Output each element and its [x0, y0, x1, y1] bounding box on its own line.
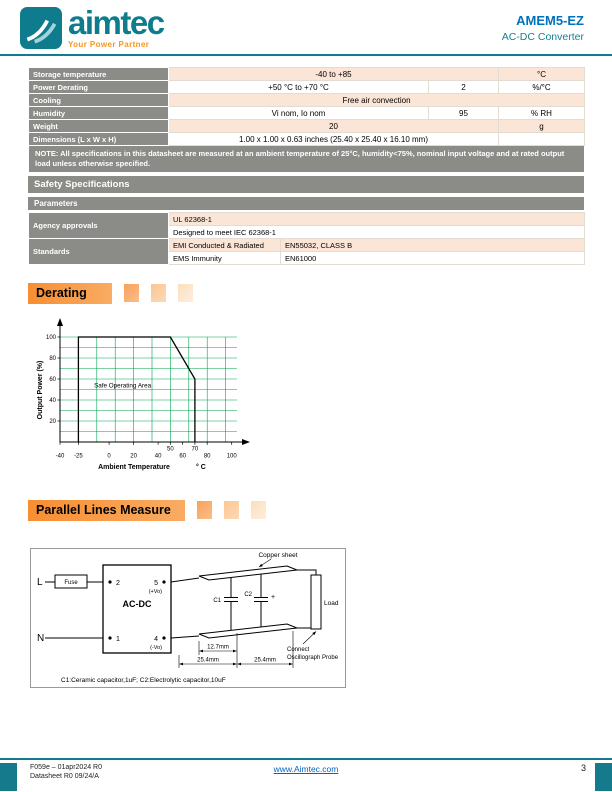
safe-operating-area-label: Safe Operating Area: [94, 382, 152, 390]
wire: [171, 636, 199, 638]
logo-tagline: Your Power Partner: [68, 40, 150, 49]
c1-label: C1: [213, 598, 221, 604]
product-type: AC-DC Converter: [501, 31, 584, 43]
aimtec-logo: [20, 4, 164, 49]
spec-label: Dimensions (L x W x H): [29, 133, 169, 146]
parameters-header: Parameters: [28, 197, 584, 210]
logo-wordmark: aimtec: [68, 4, 164, 41]
spec-label: Cooling: [29, 94, 169, 107]
x-axis-unit: ° C: [196, 464, 206, 471]
spec-value: 20: [169, 120, 499, 133]
table-row: [29, 81, 585, 94]
decorative-square: [124, 284, 139, 302]
table-row: [29, 146, 585, 173]
safety-value: UL 62368-1: [169, 213, 585, 226]
derating-section-title: [28, 283, 193, 304]
decorative-square: [197, 501, 212, 519]
spec-label: Weight: [29, 120, 169, 133]
spec-unit: %/°C: [499, 81, 585, 94]
page-number: 3: [580, 763, 586, 773]
y-tick-label: 80: [49, 356, 56, 363]
safety-standard-value: EN55032, CLASS B: [281, 239, 585, 252]
specifications-table: [28, 67, 585, 173]
footer-divider: [0, 758, 612, 760]
spec-unit: % RH: [499, 107, 585, 120]
copper-sheet-top: [199, 566, 297, 580]
parallel-section-title: [28, 500, 266, 521]
safety-value: Designed to meet IEC 62368-1: [169, 226, 585, 239]
pin1-dot: [108, 636, 111, 639]
y-tick-label: 40: [49, 398, 56, 405]
copper-sheet-bottom: [199, 624, 297, 638]
diagram-caption: C1:Ceramic capacitor,1uF; C2:Electrolytic capacitor,10uF: [61, 677, 226, 684]
pin4-sub-label: (-Vo): [150, 645, 162, 651]
table-row: [29, 120, 585, 133]
pin5-label: 5: [154, 580, 158, 587]
wire: [297, 570, 316, 575]
fuse-label: Fuse: [64, 580, 78, 586]
spec-label: Humidity: [29, 107, 169, 120]
pin2-label: 2: [116, 580, 120, 587]
line-input-label: L: [37, 577, 43, 588]
y-axis-title: Output Power (%): [37, 360, 44, 420]
pin1-label: 1: [116, 636, 120, 643]
derating-title-label: Derating: [28, 283, 112, 304]
safety-standard-name: EMS Immunity: [169, 252, 281, 265]
x-tick-label: 50: [167, 446, 174, 453]
table-row: [29, 239, 585, 252]
c2-polarity: +: [271, 594, 276, 601]
spec-value: Vi nom, Io nom: [169, 107, 429, 120]
load-symbol: [311, 575, 321, 629]
pin5-dot: [162, 580, 165, 583]
pin5-sub-label: (+Vo): [148, 589, 162, 595]
right-dimension: 25.4mm: [254, 657, 276, 664]
converter-block: [103, 565, 171, 653]
spec-value: +50 °C to +70 °C: [169, 81, 429, 94]
x-tick-label: 70: [191, 446, 199, 453]
logo-text-block: [68, 4, 164, 49]
probe-label-line2: Oscillograph Probe: [287, 655, 339, 661]
decorative-square: [251, 501, 266, 519]
x-tick-label: -40: [55, 453, 65, 460]
spec-unit-empty: [499, 133, 585, 146]
website-link[interactable]: www.Aimtec.com: [273, 764, 339, 774]
pin4-dot: [162, 636, 165, 639]
x-tick-label: -25: [74, 453, 83, 460]
safety-label: Standards: [29, 239, 169, 265]
pin4-label: 4: [154, 636, 158, 643]
probe-label-line1: Connect: [287, 647, 310, 653]
table-row: [29, 213, 585, 226]
y-tick-label: 100: [45, 335, 56, 342]
derating-chart: [34, 310, 264, 474]
spec-value2: 95: [429, 107, 499, 120]
gap-dimension: 12.7mm: [207, 644, 229, 651]
spec-unit: °C: [499, 68, 585, 81]
decorative-square: [151, 284, 166, 302]
x-tick-label: 80: [203, 453, 211, 460]
y-axis-arrow: [57, 318, 63, 326]
safety-table: [28, 212, 585, 265]
doc-code: F059e – 01apr2024 R0: [30, 764, 102, 771]
spec-note: NOTE: All specifications in this datasheet are measured at an ambient temperature of 25°C, humidity<75%, nominal input voltage and at rated output load unless otherwise specified.: [29, 146, 585, 173]
spec-value2: 2: [429, 81, 499, 94]
x-tick-label: 100: [226, 453, 237, 460]
decorative-square: [224, 501, 239, 519]
safety-section-header: Safety Specifications: [28, 176, 584, 193]
spec-value: Free air convection: [169, 94, 585, 107]
product-model: AMEM5-EZ: [516, 13, 584, 28]
spec-label: Storage temperature: [29, 68, 169, 81]
y-tick-label: 20: [49, 419, 56, 426]
table-row: [29, 68, 585, 81]
table-row: [29, 107, 585, 120]
c2-label: C2: [244, 592, 252, 598]
y-tick-label: 60: [49, 377, 56, 384]
spec-label: Power Derating: [29, 81, 169, 94]
x-tick-label: 60: [179, 453, 187, 460]
x-tick-label: 0: [107, 453, 111, 460]
parallel-title-label: Parallel Lines Measure: [28, 500, 185, 521]
x-tick-label: 20: [130, 453, 137, 460]
safety-standard-value: EN61000: [281, 252, 585, 265]
safety-standard-name: EMI Conducted & Radiated: [169, 239, 281, 252]
copper-sheet-pointer: [259, 559, 271, 567]
pin2-dot: [108, 580, 111, 583]
aimtec-logo-icon: [20, 7, 62, 49]
parallel-lines-diagram: [30, 548, 346, 688]
x-axis-title: Ambient Temperature: [98, 464, 170, 471]
table-row: [29, 133, 585, 146]
x-axis-arrow: [242, 439, 250, 445]
spec-unit: g: [499, 120, 585, 133]
doc-revision: Datasheet R0 09/24/A: [30, 773, 99, 780]
converter-label: AC-DC: [122, 599, 152, 609]
wire: [171, 578, 199, 582]
table-row: [29, 94, 585, 107]
probe-pointer: [303, 632, 316, 645]
safety-label: Agency approvals: [29, 213, 169, 239]
left-dimension: 25.4mm: [197, 657, 219, 664]
spec-value: -40 to +85: [169, 68, 499, 81]
load-label: Load: [324, 600, 339, 607]
decorative-square: [178, 284, 193, 302]
header-divider: [0, 54, 612, 56]
x-tick-label: 40: [154, 453, 162, 460]
neutral-input-label: N: [37, 633, 45, 644]
spec-value: 1.00 x 1.00 x 0.63 inches (25.40 x 25.40 x 16.10 mm): [169, 133, 499, 146]
copper-sheet-label: Copper sheet: [258, 552, 298, 559]
